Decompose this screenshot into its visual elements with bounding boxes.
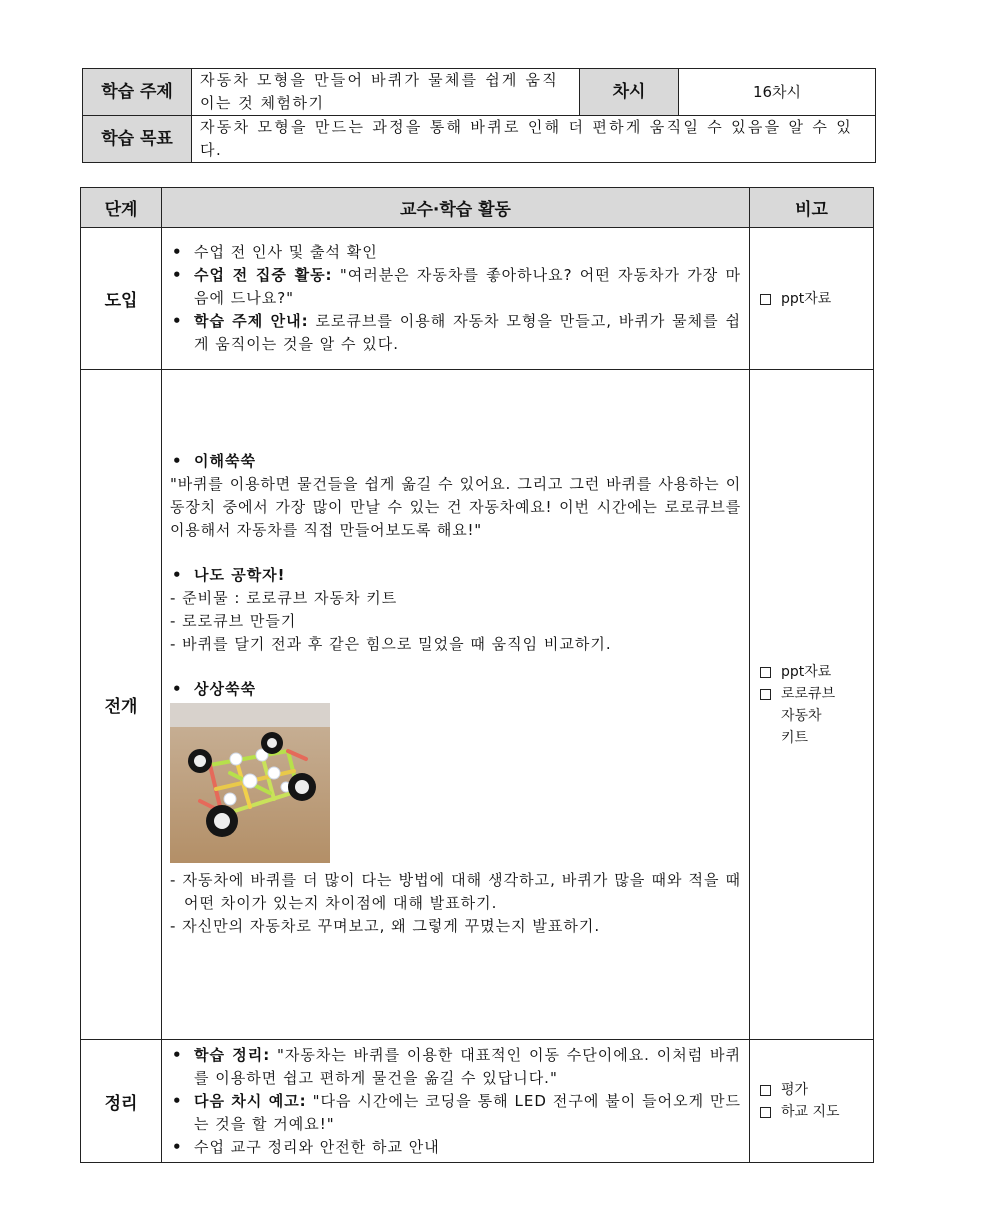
intro-stage: 도입 xyxy=(81,228,162,370)
checkbox-icon xyxy=(760,1107,771,1118)
develop-s2-item-2: - 로로큐브 만들기 xyxy=(170,611,297,630)
goal-line-2: 다. xyxy=(200,141,223,159)
develop-stage: 전개 xyxy=(81,370,162,1040)
wrap-b1-text: "자동차는 바퀴를 이용한 대표적인 이동 수단이에요. 이처럼 바퀴를 이용하면 쉽고 편하게 물건을 옮길 수 있답니다." xyxy=(194,1045,741,1087)
wrap-b2-label: 다음 차시 예고: xyxy=(194,1091,307,1110)
wrap-row xyxy=(81,1040,874,1163)
topic-value xyxy=(192,69,580,116)
develop-s3-title: • 상상쑥쑥 xyxy=(170,678,741,701)
goal-value xyxy=(192,116,876,163)
develop-note-ppt: ppt자료 xyxy=(781,663,832,680)
topic-label: 학습 주제 xyxy=(83,69,192,116)
checkbox-icon xyxy=(760,294,771,305)
checkbox-icon xyxy=(760,689,771,700)
develop-note-kit-line-3: 키트 xyxy=(781,729,809,746)
wrap-b1-label: 학습 정리: xyxy=(194,1045,271,1064)
lesson-header-table xyxy=(82,68,876,163)
wrap-bullet-2 xyxy=(170,1090,741,1136)
wrap-note-dismissal: 하교 지도 xyxy=(781,1104,840,1120)
wrap-note xyxy=(750,1040,874,1163)
intro-bullet-3 xyxy=(170,310,741,356)
develop-note-kit-line-2: 자동차 xyxy=(781,707,822,724)
develop-row xyxy=(81,370,874,1040)
col-note: 비고 xyxy=(750,188,874,228)
checkbox-icon xyxy=(760,1085,771,1096)
session-value: 16차시 xyxy=(679,69,876,116)
goal-label: 학습 목표 xyxy=(83,116,192,163)
develop-s2-title: • 나도 공학자! xyxy=(170,564,741,587)
wrap-b2-text: "다음 시간에는 코딩을 통해 LED 전구에 불이 들어오게 만드는 것을 할 거예요!" xyxy=(194,1091,741,1133)
session-label: 차시 xyxy=(580,69,679,116)
topic-line-2: 이는 것 체험하기 xyxy=(200,94,325,112)
col-activity: 교수·학습 활동 xyxy=(162,188,750,228)
topic-line-1: 자동차 모형을 만들어 바퀴가 물체를 쉽게 움직 xyxy=(200,71,559,89)
develop-s3-item-1: - 자동차에 바퀴를 더 많이 다는 방법에 대해 생각하고, 바퀴가 많을 때와 적을 때 어떤 차이가 있는지 차이점에 대해 발표하기. xyxy=(170,870,741,912)
intro-row xyxy=(81,228,874,370)
wrap-bullet-3: • 수업 교구 정리와 안전한 하교 안내 xyxy=(170,1136,741,1159)
intro-bullet-2 xyxy=(170,264,741,310)
intro-note-ppt: ppt자료 xyxy=(781,290,832,307)
develop-note-kit xyxy=(781,683,835,749)
develop-s2-item-3: - 바퀴를 달기 전과 후 같은 힘으로 밀었을 때 움직임 비교하기. xyxy=(170,634,612,653)
col-stage: 단계 xyxy=(81,188,162,228)
develop-s3-item-2: - 자신만의 자동차로 꾸며보고, 왜 그렇게 꾸몄는지 발표하기. xyxy=(170,916,601,935)
develop-s1-quote: "바퀴를 이용하면 물건들을 쉽게 옮길 수 있어요. 그리고 그런 바퀴를 사용하는 이동장치 중에서 가장 많이 만날 수 있는 건 자동차예요! 이번 시간에는 로로큐브를 이용해서 자동차를 직접 만들어보도록 해요!" xyxy=(170,474,741,539)
wrap-activity xyxy=(162,1040,750,1163)
develop-s2-item-1: - 준비물 : 로로큐브 자동차 키트 xyxy=(170,588,398,607)
intro-b3-text: 로로큐브를 이용해 자동차 모형을 만들고, 바퀴가 물체를 쉽게 움직이는 것을 알 수 있다. xyxy=(194,312,741,353)
develop-note xyxy=(750,370,874,1040)
cube-car-photo xyxy=(170,703,330,863)
develop-note-kit-line-1: 로로큐브 xyxy=(781,685,836,702)
intro-note xyxy=(750,228,874,370)
intro-bullet-1: • 수업 전 인사 및 출석 확인 xyxy=(170,241,741,264)
intro-b3-label: 학습 주제 안내: xyxy=(194,312,309,330)
intro-b2-label: 수업 전 집중 활동: xyxy=(194,266,333,284)
intro-activity xyxy=(162,228,750,370)
lesson-plan-table xyxy=(80,187,874,1163)
wrap-bullet-1 xyxy=(170,1044,741,1090)
develop-activity xyxy=(162,370,750,1040)
goal-line-1: 자동차 모형을 만드는 과정을 통해 바퀴로 인해 더 편하게 움직일 수 있음을 알 수 있 xyxy=(200,118,854,136)
develop-s1-title: • 이해쑥쑥 xyxy=(170,450,741,473)
intro-b2-text: "여러분은 자동차를 좋아하나요? 어떤 자동차가 가장 마음에 드나요?" xyxy=(194,266,741,307)
wrap-note-eval: 평가 xyxy=(781,1082,809,1098)
wrap-stage: 정리 xyxy=(81,1040,162,1163)
checkbox-icon xyxy=(760,667,771,678)
